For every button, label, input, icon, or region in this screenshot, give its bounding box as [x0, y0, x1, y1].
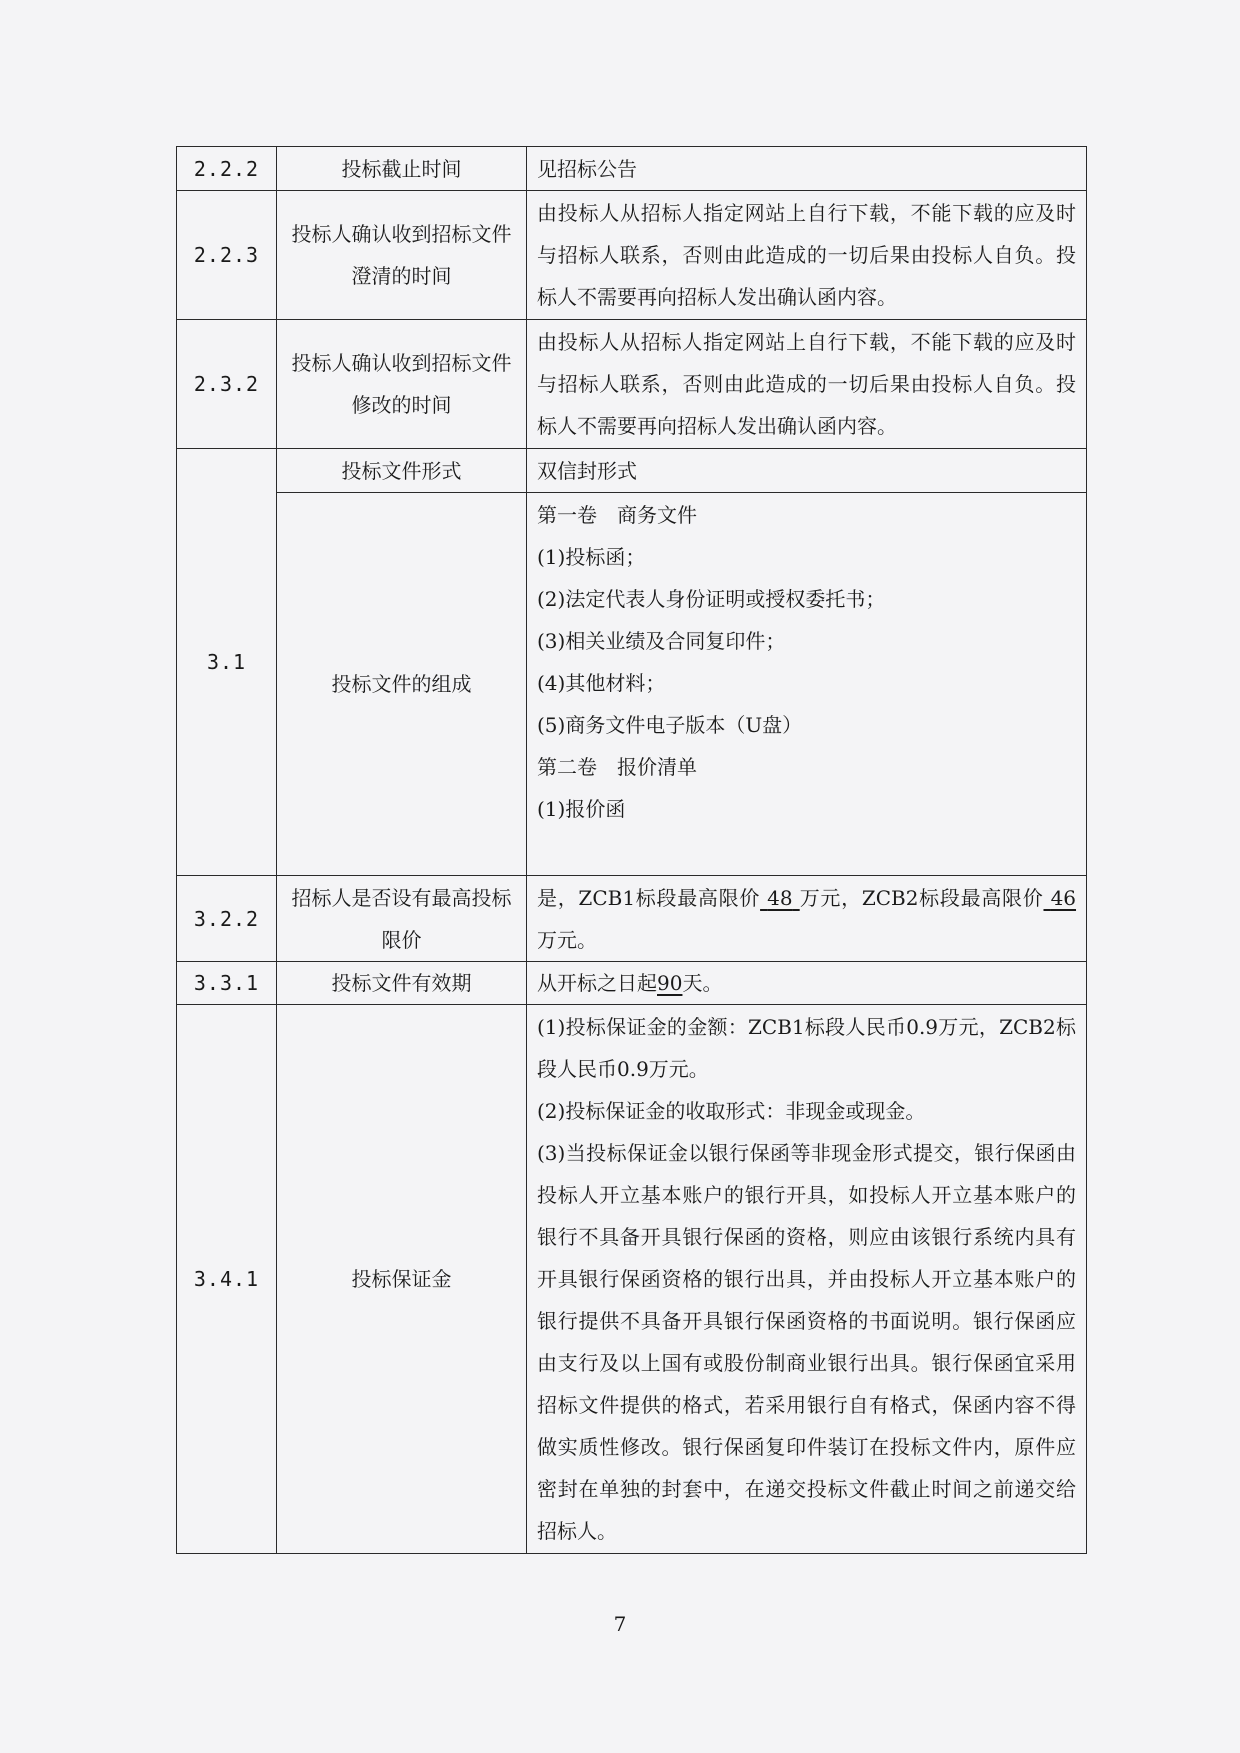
clause-number: 2.2.3 [177, 191, 277, 320]
composition-line: (2)法定代表人身份证明或授权委托书； [537, 587, 886, 611]
clause-number: 3.2.2 [177, 876, 277, 962]
price-text: 万元，ZCB2标段最高限价 [799, 885, 1044, 910]
composition-line: (4)其他材料； [537, 671, 666, 695]
table-row [177, 191, 1087, 320]
clause-name: 投标文件的组成 [277, 493, 527, 876]
clause-number: 3.1 [177, 449, 277, 876]
clause-content [527, 962, 1087, 1005]
price-text: 是，ZCB1标段最高限价 [537, 885, 761, 910]
table-row [177, 876, 1087, 962]
composition-line: (3)相关业绩及合同复印件； [537, 629, 786, 653]
table-row [177, 1005, 1087, 1554]
validity-text: 天。 [682, 971, 723, 995]
table-row [177, 147, 1087, 191]
table-row [177, 493, 1087, 876]
clause-name: 招标人是否设有最高投标限价 [277, 876, 527, 962]
clause-number: 3.4.1 [177, 1005, 277, 1554]
clause-content [527, 493, 1087, 876]
deposit-paragraph: (1)投标保证金的金额：ZCB1标段人民币0.9万元，ZCB2标段人民币0.9万元。 [537, 1015, 1076, 1081]
composition-line: 第二卷 报价清单 [537, 755, 697, 779]
clause-content: 见招标公告 [527, 147, 1087, 191]
deposit-paragraph: (3)当投标保证金以银行保函等非现金形式提交，银行保函由投标人开立基本账户的银行开具，如投标人开立基本账户的银行不具备开具银行保函的资格，则应由该银行系统内具有开具银行保函资格的银行出具，并由投标人开立基本账户的银行提供不具备开具银行保函资格的书面说明。银行保函应由支行及以上国有或股份制商业银行出具。银行保函宜采用招标文件提供的格式，若采用银行自有格式，保函内容不得做实质性修改。银行保函复印件装订在投标文件内，原件应密封在单独的封套中，在递交投标文件截止时间之前递交给招标人。 [537, 1141, 1076, 1543]
clause-content: 由投标人从招标人指定网站上自行下载，不能下载的应及时与招标人联系，否则由此造成的一切后果由投标人自负。投标人不需要再向招标人发出确认函内容。 [527, 191, 1087, 320]
clause-name: 投标人确认收到招标文件修改的时间 [277, 320, 527, 449]
deposit-paragraph: (2)投标保证金的收取形式：非现金或现金。 [537, 1099, 926, 1123]
clause-name: 投标人确认收到招标文件澄清的时间 [277, 191, 527, 320]
clause-content [527, 1005, 1087, 1554]
table-row [177, 449, 1087, 493]
composition-line: (5)商务文件电子版本（U盘） [537, 713, 803, 737]
validity-days: 90 [657, 971, 683, 995]
validity-text: 从开标之日起 [537, 971, 657, 995]
tender-data-table [176, 146, 1087, 1554]
clause-name: 投标保证金 [277, 1005, 527, 1554]
composition-line: (1)投标函； [537, 545, 646, 569]
clause-content: 双信封形式 [527, 449, 1087, 493]
clause-name: 投标截止时间 [277, 147, 527, 191]
composition-line: (1)报价函 [537, 797, 626, 821]
clause-name: 投标文件形式 [277, 449, 527, 493]
composition-line: 第一卷 商务文件 [537, 503, 697, 527]
clause-number: 2.3.2 [177, 320, 277, 449]
clause-number: 2.2.2 [177, 147, 277, 191]
clause-name: 投标文件有效期 [277, 962, 527, 1005]
zcb1-max-price: 48 [767, 885, 793, 910]
table-row [177, 962, 1087, 1005]
table-row [177, 320, 1087, 449]
zcb2-max-price: 46 [1050, 885, 1077, 910]
clause-number: 3.3.1 [177, 962, 277, 1005]
clause-content [527, 876, 1087, 962]
clause-content: 由投标人从招标人指定网站上自行下载，不能下载的应及时与招标人联系，否则由此造成的一切后果由投标人自负。投标人不需要再向招标人发出确认函内容。 [527, 320, 1087, 449]
price-text: 万元。 [537, 927, 597, 952]
page-number: 7 [613, 1612, 627, 1636]
